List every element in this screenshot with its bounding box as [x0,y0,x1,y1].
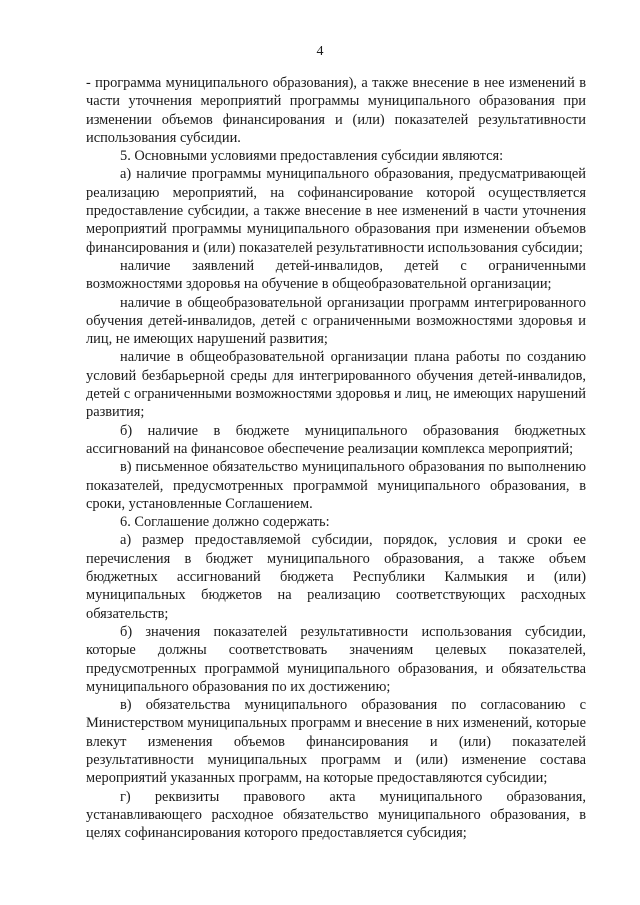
paragraph: а) наличие программы муниципального образования, предусматривающей реализацию мероприятий, на софинансирование которой осуществляется предоставление субсидии, а также внесение в нее изменений в части уточнения мероприятий программы муниципального образования при изменении объемов финансирования и (или) показателей результативности использования субсидии; [86,166,586,256]
paragraph: б) значения показателей результативности использования субсидии, которые должны соответствовать значениям целевых показателей, предусмотренных программой муниципального образования, и обязательства муниципального образования по их достижению; [86,623,586,695]
paragraph: наличие заявлений детей-инвалидов, детей с ограниченными возможностями здоровья на обучение в общеобразовательной организации; [86,257,586,293]
paragraph: г) реквизиты правового акта муниципального образования, устанавливающего расходное обязательство муниципального образования, в целях софинансирования которого предоставляется субсидия; [86,788,586,842]
page-number: 4 [316,44,324,59]
paragraph: - программа муниципального образования), а также внесение в нее изменений в части уточнения мероприятий программы муниципального образования при изменении объемов финансирования и (или) показателей результативности использования субсидии. [86,75,586,146]
paragraph: б) наличие в бюджете муниципального образования бюджетных ассигнований на финансовое обеспечение реализации комплекса мероприятий; [86,422,586,457]
document-body [86,74,586,842]
paragraph: в) обязательства муниципального образования по согласованию с Министерством муниципальных программ и внесение в них изменений, которые влекут изменения объемов финансирования и (или) показателей результативности муниципальных программ и (или) изменение состава мероприятий указанных программ, на которые предоставляются субсидии; [86,697,586,787]
paragraph: 6. Соглашение должно содержать: [120,514,330,531]
paragraph: 5. Основными условиями предоставления субсидии являются: [120,148,504,165]
paragraph: наличие в общеобразовательной организации программ интегрированного обучения детей-инвалидов, детей с ограниченными возможностями здоровья и лиц, не имеющих нарушений развития; [86,294,586,348]
paragraph: а) размер предоставляемой субсидии, порядок, условия и сроки ее перечисления в бюджет муниципального образования, а также объем бюджетных ассигнований бюджета Республики Калмыкия и (или) муниципальных бюджетов на реализацию соответствующих расходных обязательств; [86,532,586,622]
paragraph: наличие в общеобразовательной организации плана работы по созданию условий безбарьерной среды для интегрированного обучения детей-инвалидов, детей с ограниченными возможностями здоровья и лиц, не имеющих нарушений развития; [86,349,586,421]
paragraph: в) письменное обязательство муниципального образования по выполнению показателей, предусмотренных программой муниципального образования, в сроки, установленные Соглашением. [86,459,586,512]
